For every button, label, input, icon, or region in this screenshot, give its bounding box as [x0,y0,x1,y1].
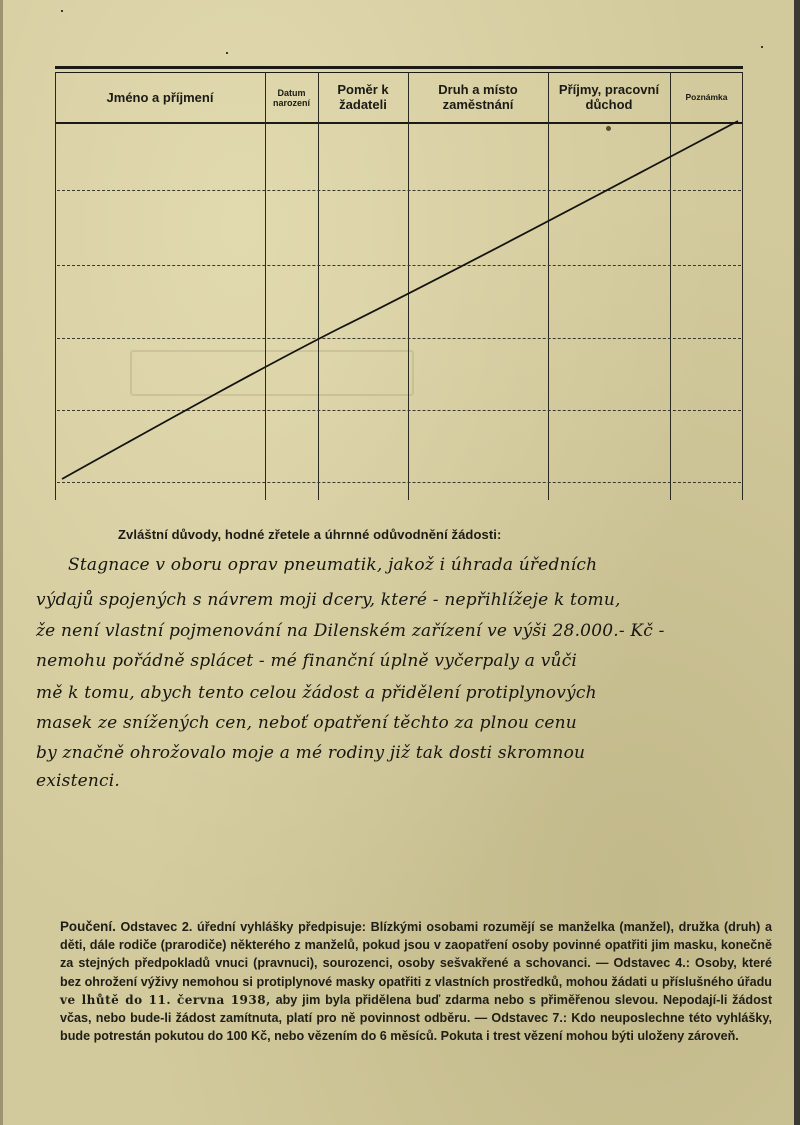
instructions-paragraph [60,918,772,1045]
handwritten-line: výdajů spojených s návrem moji dcery, které - nepřihlížeje k tomu, [36,590,621,610]
handwritten-line: Stagnace v oboru oprav pneumatik, jakož i úhrada úředních [68,555,598,575]
header-name: Jméno a příjmení [106,89,214,105]
handwritten-line: že není vlastní pojmenování na Dilenském zařízení ve výši 28.000.- Kč - [36,621,665,641]
instructions-deadline: ve lhůtě do 11. června 1938, [60,992,271,1007]
paper-edge-right [794,0,800,1125]
paper-speck [761,46,763,48]
reasons-label: Zvláštní důvody, hodné zřetele a úhrnné odůvodnění žádosti: [118,527,502,542]
instructions-text-part2: aby jim byla přidělena buď zdarma nebo s přiměřenou slevou. Nepodají-li žádost včas, nebo bude-li žádost zamítnuta, platí pro ně povinnost odběru. — Odstavec 7.: Kdo neuposlechne této vyhlášky, bude potrestán pokutou do 100 Kč, nebo vězením do 6 měsíců. Pokuta i trest vězení mohou býti uloženy zároveň. [60,992,773,1044]
instructions-lead: Poučení. [60,919,116,934]
header-birth-date: Datum narození [272,87,310,108]
paper-speck [226,52,228,54]
header-income: Příjmy, pracovní důchod [558,82,660,112]
handwritten-line: nemohu pořádně splácet - mé finanční úplně vyčerpaly a vůči [36,651,578,671]
paper-speck [61,10,63,12]
handwritten-line: masek ze snížených cen, neboť opatření těchto za plnou cenu [36,713,577,733]
handwritten-justification [30,545,775,795]
header-relation: Poměr k žadateli [337,82,389,112]
cancel-stroke [55,66,743,500]
paper-edge-left [0,0,3,1125]
household-members-table [55,66,743,500]
handwritten-line: mě k tomu, abych tento celou žádost a přidělení protiplynových [36,683,597,703]
header-note: Poznámka [685,92,728,103]
instructions-text-part1: Odstavec 2. úřední vyhlášky předpisuje: Blízkými osobami rozumějí se manželka (manžel), družka (druh) a děti, dále rodiče (prarodiče) některého z manželů, pokud jsou v zaopatření osoby povinné opatřiti jim masku, konečně za stejných předpokladů vnuci (pravnuci), sourozenci, osoby sešvakřené a schovanci. — Odstavec 4.: Osoby, které bez ohrožení výživy nemohou si protiplynové masky opatřiti z vlastních prostředků, mohou žádati u příslušného úřadu [60,920,772,989]
handwritten-line: existenci. [36,771,121,791]
header-job: Druh a místo zaměstnání [438,82,518,112]
handwritten-line: by značně ohrožovalo moje a mé rodiny již tak dosti skromnou [36,743,586,763]
